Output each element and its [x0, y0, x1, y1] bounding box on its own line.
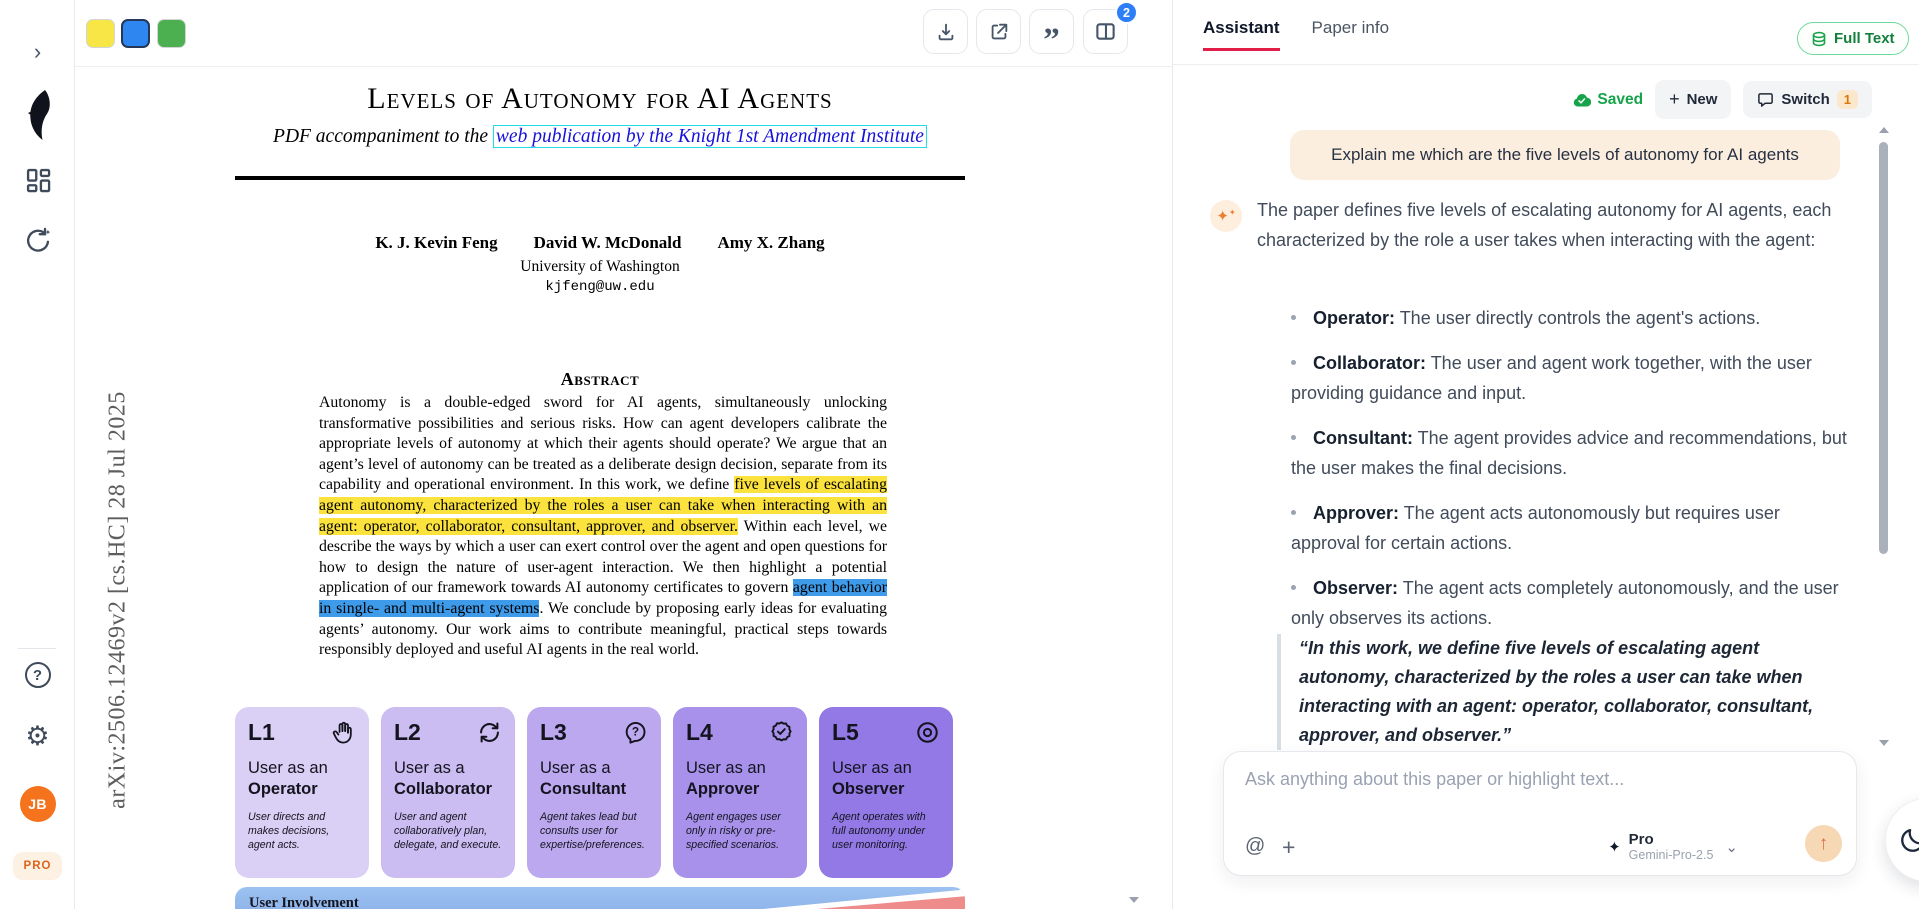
list-item: Observer: The agent acts completely autonomously, and the user only observes its actions. [1291, 578, 1839, 628]
hand-icon [330, 719, 357, 746]
sidebar-item-history[interactable] [0, 224, 75, 256]
user-message-bubble: Explain me which are the five levels of autonomy for AI agents [1290, 130, 1840, 180]
level-title: User as an Approver [686, 759, 766, 798]
model-tier: Pro [1628, 831, 1654, 848]
abstract-heading: Abstract [560, 369, 640, 389]
avatar-initials: JB [20, 786, 56, 822]
cloud-check-icon [1573, 93, 1591, 107]
chat-scroll-up-arrow[interactable] [1879, 127, 1889, 133]
list-item: Collaborator: The user and agent work together, with the user providing guidance and input. [1291, 353, 1812, 403]
new-label: New [1686, 91, 1718, 108]
chat-question-icon [622, 719, 649, 746]
pdf-scroll-down-arrow[interactable] [1129, 897, 1139, 903]
chevron-down-icon: ⌄ [1725, 839, 1738, 856]
tab-paper-info[interactable]: Paper info [1311, 18, 1390, 37]
new-chat-button[interactable] [1655, 80, 1731, 119]
author-name: Amy X. Zhang [717, 233, 825, 252]
level-card-l4 [673, 707, 807, 878]
attach-button[interactable]: + [1282, 834, 1296, 860]
switch-chat-button[interactable] [1743, 81, 1872, 118]
quote-icon: ” [1043, 21, 1060, 58]
sidebar-expand-button[interactable] [0, 38, 75, 66]
sidebar-divider [18, 648, 56, 649]
saved-label: Saved [1597, 90, 1644, 108]
abstract-highlight-blue: agent behavior in single- and multi-agent systems [319, 579, 887, 617]
assistant-response-intro: The paper defines five levels of escalating autonomy for AI agents, each characterized by the role a user takes when interacting with the agent: [1257, 200, 1832, 250]
title-rule [235, 176, 965, 180]
pro-badge[interactable] [0, 852, 75, 880]
level-description: User directs and makes decisions, agent acts. [248, 811, 330, 851]
level-description: Agent engages user only in risky or pre-specified scenarios. [686, 811, 781, 851]
abstract-segment: . We conclude by proposing early ideas for evaluating agents’ autonomy. Our work aims to contribute meaningful, practical steps towards responsibly deployed and useful AI agents in the real world. [319, 599, 887, 659]
author-line [235, 233, 965, 253]
level-title: User as an Observer [832, 759, 912, 798]
moon-icon [1899, 826, 1919, 854]
plus-icon: + [1669, 89, 1680, 109]
level-card-l3 [527, 707, 661, 878]
levels-list [1291, 303, 1853, 648]
switch-label: Switch [1781, 91, 1830, 108]
split-panel-icon [1094, 20, 1117, 43]
saved-status [1573, 91, 1643, 109]
sync-icon [476, 719, 503, 746]
tab-assistant[interactable]: Assistant [1203, 18, 1280, 51]
paper-title: Levels of Autonomy for AI Agents [367, 82, 833, 115]
abstract-segment: Autonomy is a double-edged sword for AI agents, simultaneously unlocking transformative possibilities and serious risks. How can agent developers calibrate the appropriate levels of autonomy at which their agents should operate? We argue that an agent’s level of autonomy can be treated as a deliberate design decision, separate from its capability and operational environment. In this work, we define [319, 394, 887, 494]
sidebar-item-help[interactable] [0, 660, 75, 690]
author-name: K. J. Kevin Feng [375, 233, 498, 252]
user-avatar[interactable] [0, 786, 75, 822]
levels-row [235, 707, 965, 878]
arxiv-watermark: arXiv:2506.12469v2 [cs.HC] 28 Jul 2025 [104, 391, 131, 809]
level-label: L5 [832, 719, 859, 745]
pro-badge-label: PRO [13, 852, 63, 880]
chat-scroll-down-arrow[interactable] [1879, 740, 1889, 746]
level-title: User as an Operator [248, 759, 328, 798]
eye-icon [914, 719, 941, 746]
list-item: Approver: The agent acts autonomously but requires user approval for certain actions. [1291, 503, 1780, 553]
chat-actions [1573, 80, 1872, 119]
subtitle-prefix: PDF accompaniment to the [273, 126, 493, 147]
level-title: User as a Collaborator [394, 759, 493, 798]
chat-input-placeholder: Ask anything about this paper or highlight text... [1245, 769, 1625, 789]
bullet-dot [1291, 360, 1296, 365]
level-label: L4 [686, 719, 713, 745]
highlight-green-swatch[interactable] [157, 19, 186, 48]
gear-icon: ⚙ [25, 720, 50, 751]
sidebar [0, 0, 75, 909]
download-icon [935, 21, 957, 43]
panel-tabs [1203, 18, 1389, 51]
logo-flame-icon [24, 89, 52, 141]
bullet-dot [1291, 435, 1296, 440]
arrow-up-icon: ↑ [1818, 832, 1829, 854]
level-description: User and agent collaboratively plan, delegate, and execute. [394, 811, 502, 851]
sync-sparkle-icon [24, 226, 52, 254]
chevron-right-icon: › [33, 39, 42, 64]
help-icon: ? [25, 662, 51, 688]
full-text-button[interactable] [1797, 22, 1909, 55]
switch-count-badge: 1 [1837, 90, 1858, 109]
paper-quote: “In this work, we define five levels of escalating agent autonomy, characterized by the roles a user can take when interacting with an agent: operator, collaborator, consultant, approver, and observer.” [1277, 634, 1837, 750]
sidebar-item-settings[interactable] [0, 720, 75, 752]
dark-mode-button[interactable] [1885, 798, 1919, 882]
assistant-panel [1172, 0, 1919, 909]
svg-text:?: ? [631, 724, 640, 739]
bullet-dot [1291, 585, 1296, 590]
level-label: L1 [248, 719, 275, 745]
panel-divider [1173, 64, 1919, 65]
list-item: Consultant: The agent provides advice and recommendations, but the user makes the final decisions. [1291, 428, 1847, 478]
level-description: Agent operates with full autonomy under user monitoring. [832, 811, 926, 851]
send-button[interactable] [1805, 825, 1842, 862]
bullet-dot [1291, 510, 1296, 515]
dashboard-icon [24, 166, 52, 194]
download-button[interactable] [923, 9, 968, 54]
highlight-blue-swatch[interactable] [121, 19, 150, 48]
model-selector[interactable] [1608, 831, 1738, 863]
abstract-text [319, 393, 887, 661]
paper-subtitle [235, 126, 965, 148]
level-label: L2 [394, 719, 421, 745]
badge-check-icon [768, 719, 795, 746]
banner-label: User Involvement [249, 895, 359, 909]
user-involvement-banner [235, 887, 965, 909]
level-card-l1 [235, 707, 369, 878]
open-external-button[interactable] [976, 9, 1021, 54]
sparkle-icon: ✦ [1608, 839, 1621, 856]
level-card-l5 [819, 707, 953, 878]
abstract-segment: Within each level, we describe the ways by which a user can exert control over the agent and open questions for how to design the nature of user-agent interaction. We then highlight a potential application of our framework towards AI autonomy certificates to govern [319, 517, 887, 597]
citation-button[interactable] [1029, 9, 1074, 58]
chat-input[interactable] [1223, 751, 1857, 876]
notification-badge: 2 [1115, 1, 1138, 24]
author-name: David W. McDonald [533, 233, 682, 252]
affiliation: University of Washington [520, 258, 680, 275]
bullet-dot [1291, 315, 1296, 320]
highlight-yellow-swatch[interactable] [86, 19, 115, 48]
abstract-highlight-yellow: five levels of escalating agent autonomy, characterized by the roles a user can take when interacting with an agent: operator, collaborator, consultant, approver, and observer. [319, 476, 887, 535]
sidebar-item-dashboard[interactable] [0, 164, 75, 196]
list-item: Operator: The user directly controls the agent's actions. [1291, 303, 1853, 333]
app-logo-icon[interactable] [0, 88, 75, 142]
mention-button[interactable]: @ [1245, 835, 1266, 857]
pdf-viewer [75, 0, 1172, 909]
assistant-avatar [1210, 200, 1242, 232]
model-name: Gemini-Pro-2.5 [1628, 848, 1714, 862]
level-card-l2 [381, 707, 515, 878]
sparkle-icon: ✦✦ [1216, 207, 1236, 225]
chat-bubble-icon [1757, 91, 1774, 108]
toolbar-divider [75, 66, 1172, 67]
level-label: L3 [540, 719, 567, 745]
chat-scrollbar-thumb[interactable] [1879, 142, 1888, 554]
paper-web-link[interactable]: web publication by the Knight 1st Amendment Institute [493, 125, 927, 148]
database-icon [1811, 31, 1827, 47]
full-text-label: Full Text [1834, 30, 1895, 47]
author-email: kjfeng@uw.edu [545, 279, 655, 295]
level-title: User as a Consultant [540, 759, 627, 798]
level-description: Agent takes lead but consults user for expertise/preferences. [540, 811, 645, 851]
external-link-icon [988, 21, 1010, 43]
